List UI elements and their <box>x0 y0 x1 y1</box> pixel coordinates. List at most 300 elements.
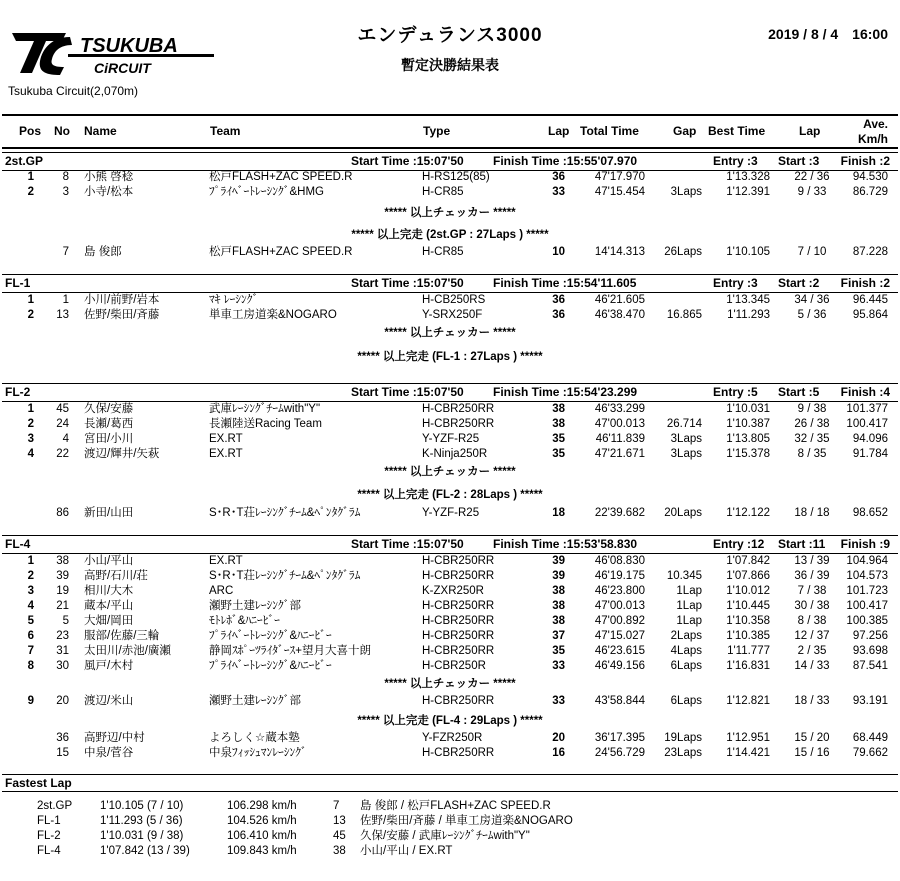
cell-gap: 1Lap <box>676 615 702 627</box>
cell-best: 1'07.842 <box>726 555 770 567</box>
cell-name: 宮田/小川 <box>84 433 134 445</box>
cell-type: K-ZXR250R <box>422 585 484 597</box>
cell-name: 渡辺/米山 <box>84 695 134 707</box>
cell-ave: 91.784 <box>852 448 888 460</box>
cell-best: 1'13.805 <box>726 433 770 445</box>
class-finish: Finish Time :15:53'58.830 <box>493 537 638 551</box>
cell-name: 小寺/松本 <box>84 186 134 198</box>
cell-type: H-RS125(85) <box>422 171 490 183</box>
cell-ave: 98.652 <box>852 507 888 519</box>
cell-total: 47'00.013 <box>594 418 645 430</box>
fastest-lap-row <box>0 799 900 813</box>
cell-lap2: 32 / 35 <box>794 433 830 445</box>
cell-team: 瀬野土建ﾚｰｼﾝｸﾞ部 <box>209 695 301 707</box>
fastest-speed: 109.843 km/h <box>227 845 297 857</box>
cell-pos: 2 <box>27 570 34 582</box>
cell-lap: 36 <box>552 309 565 321</box>
cell-lap2: 9 / 33 <box>797 186 827 198</box>
cell-best: 1'10.358 <box>726 615 770 627</box>
cell-total: 36'17.395 <box>594 732 645 744</box>
fastest-who: 小山/平山 / EX.RT <box>360 845 453 857</box>
cell-lap2: 2 / 35 <box>797 645 827 657</box>
fastest-no: 13 <box>333 815 346 827</box>
cell-lap: 38 <box>552 585 565 597</box>
column-header <box>2 114 898 149</box>
cell-no: 4 <box>62 433 69 445</box>
cell-name: 島 俊郎 <box>84 246 122 258</box>
cell-team: EX.RT <box>209 433 243 445</box>
fastest-cls: FL-4 <box>37 845 61 857</box>
cell-type: Y-FZR250R <box>422 732 483 744</box>
col-kmh: Km/h <box>858 132 888 146</box>
fastest-speed: 106.410 km/h <box>227 830 297 842</box>
cell-best: 1'10.105 <box>726 246 770 258</box>
cell-gap: 3Laps <box>670 186 702 198</box>
status-note: ***** 以上完走 (FL-4 : 29Laps ) ***** <box>357 715 543 727</box>
cell-best: 1'15.378 <box>726 448 770 460</box>
cell-team: 静岡ｽﾎﾟｰﾂﾗｲﾀﾞｰｽ+望月大喜十朗 <box>209 645 371 657</box>
class-header <box>2 274 898 293</box>
result-row <box>0 245 900 259</box>
cell-total: 46'08.830 <box>594 555 645 567</box>
cell-type: H-CBR250RR <box>422 555 495 567</box>
cell-lap: 35 <box>552 645 565 657</box>
fastest-no: 45 <box>333 830 346 842</box>
cell-type: Y-SRX250F <box>422 309 483 321</box>
class-name: FL-1 <box>5 276 31 290</box>
cell-team: EX.RT <box>209 448 243 460</box>
cell-type: H-CBR250RR <box>422 600 495 612</box>
cell-name: 相川/大木 <box>84 585 134 597</box>
cell-lap: 36 <box>552 171 565 183</box>
cell-ave: 100.417 <box>846 600 888 612</box>
result-row <box>0 554 900 568</box>
cell-lap: 10 <box>552 246 565 258</box>
cell-total: 46'21.605 <box>594 294 645 306</box>
cell-gap: 26Laps <box>664 246 702 258</box>
cell-ave: 94.096 <box>852 433 888 445</box>
logo-text: TSUKUBA <box>80 35 178 57</box>
cell-best: 1'11.777 <box>727 645 770 657</box>
cell-gap: 6Laps <box>670 695 702 707</box>
result-row <box>0 402 900 416</box>
cell-best: 1'13.328 <box>726 171 770 183</box>
result-row <box>0 308 900 322</box>
cell-gap: 1Lap <box>676 585 702 597</box>
col-pos: Pos <box>19 124 42 138</box>
cell-lap2: 30 / 38 <box>794 600 830 612</box>
page-title: エンデュランス3000 <box>357 25 543 46</box>
class-finishc: Finish :4 <box>840 385 890 399</box>
result-row <box>0 584 900 598</box>
col-name: Name <box>84 124 117 138</box>
cell-name: 佐野/柴田/斉藤 <box>84 309 160 321</box>
cell-team: 松戸FLASH+ZAC SPEED.R <box>209 171 353 183</box>
result-row <box>0 185 900 199</box>
cell-no: 36 <box>56 732 69 744</box>
cell-lap: 18 <box>552 507 565 519</box>
cell-lap2: 5 / 36 <box>797 309 827 321</box>
cell-name: 中泉/菅谷 <box>84 747 134 759</box>
cell-no: 45 <box>56 403 69 415</box>
cell-best: 1'12.122 <box>726 507 770 519</box>
cell-type: Y-YZF-R25 <box>422 507 480 519</box>
cell-lap2: 15 / 16 <box>794 747 830 759</box>
cell-no: 8 <box>62 171 69 183</box>
col-type: Type <box>423 124 451 138</box>
cell-type: H-CBR250RR <box>422 418 495 430</box>
result-row <box>0 569 900 583</box>
fastest-time: 1'07.842 (13 / 39) <box>100 845 190 857</box>
cell-lap: 20 <box>552 732 565 744</box>
cell-ave: 93.698 <box>852 645 888 657</box>
cell-no: 24 <box>56 418 69 430</box>
fastest-lap-row <box>0 844 900 858</box>
cell-type: Y-YZF-R25 <box>422 433 480 445</box>
cell-no: 22 <box>56 448 69 460</box>
cell-ave: 100.385 <box>846 615 888 627</box>
cell-best: 1'10.031 <box>726 403 770 415</box>
col-team: Team <box>210 124 241 138</box>
cell-total: 46'11.839 <box>595 433 645 445</box>
cell-lap2: 18 / 33 <box>794 695 830 707</box>
cell-no: 5 <box>62 615 69 627</box>
cell-best: 1'11.293 <box>727 309 770 321</box>
cell-total: 46'33.299 <box>594 403 645 415</box>
cell-name: 小川/前野/岩本 <box>84 294 160 306</box>
fastest-cls: FL-1 <box>37 815 61 827</box>
class-entry: Entry :3 <box>713 154 758 168</box>
cell-gap: 26.714 <box>666 418 702 430</box>
cell-gap: 20Laps <box>664 507 702 519</box>
cell-name: 大畑/岡田 <box>84 615 134 627</box>
cell-lap2: 18 / 18 <box>794 507 830 519</box>
cell-type: H-CBR250RR <box>422 570 495 582</box>
cell-type: H-CBR250RR <box>422 403 495 415</box>
cell-lap2: 8 / 35 <box>797 448 827 460</box>
result-row <box>0 293 900 307</box>
result-row <box>0 629 900 643</box>
cell-total: 47'00.013 <box>594 600 645 612</box>
cell-name: 小山/平山 <box>84 555 134 567</box>
cell-ave: 100.417 <box>846 418 888 430</box>
cell-total: 47'15.454 <box>594 186 645 198</box>
col-total-time: Total Time <box>580 124 639 138</box>
cell-type: H-CBR250RR <box>422 630 495 642</box>
cell-name: 新田/山田 <box>84 507 134 519</box>
class-finish: Finish Time :15:55'07.970 <box>493 154 638 168</box>
fastest-lap-row <box>0 814 900 828</box>
cell-ave: 96.445 <box>852 294 888 306</box>
fastest-cls: 2st.GP <box>37 800 73 812</box>
cell-type: H-CBR250RR <box>422 615 495 627</box>
cell-no: 13 <box>56 309 69 321</box>
class-entry: Entry :3 <box>713 276 758 290</box>
cell-pos: 4 <box>27 448 34 460</box>
cell-gap: 3Laps <box>670 448 702 460</box>
cell-lap2: 13 / 39 <box>794 555 830 567</box>
cell-team: 武庫ﾚｰｼﾝｸﾞﾁｰﾑwith"Y" <box>209 403 321 415</box>
cell-lap2: 9 / 38 <box>797 403 827 415</box>
cell-lap: 39 <box>552 570 565 582</box>
cell-no: 1 <box>62 294 69 306</box>
cell-ave: 87.541 <box>852 660 888 672</box>
cell-lap: 38 <box>552 403 565 415</box>
cell-no: 38 <box>56 555 69 567</box>
result-row <box>0 447 900 461</box>
cell-best: 1'16.831 <box>726 660 770 672</box>
cell-gap: 23Laps <box>664 747 702 759</box>
cell-no: 3 <box>62 186 69 198</box>
result-row <box>0 614 900 628</box>
cell-name: 服部/佐藤/三輪 <box>84 630 160 642</box>
class-start: Start Time :15:07'50 <box>351 154 464 168</box>
class-header <box>2 383 898 402</box>
cell-lap2: 7 / 10 <box>797 246 827 258</box>
cell-name: 風戸/木村 <box>84 660 134 672</box>
cell-name: 太田川/赤池/廣瀬 <box>84 645 171 657</box>
result-row <box>0 170 900 184</box>
cell-lap: 38 <box>552 418 565 430</box>
cell-pos: 3 <box>27 585 34 597</box>
cell-team: S･R･T荘ﾚｰｼﾝｸﾞﾁｰﾑ&ﾍﾟﾝﾀｸﾞﾗﾑ <box>209 507 361 519</box>
fastest-who: 佐野/柴田/斉藤 / 単車工房道楽&NOGARO <box>360 815 573 827</box>
logo-sub: CiRCUIT <box>94 60 151 76</box>
result-row <box>0 731 900 745</box>
fastest-who: 久保/安藤 / 武庫ﾚｰｼﾝｸﾞﾁｰﾑwith"Y" <box>360 830 530 842</box>
cell-pos: 1 <box>27 403 34 415</box>
cell-team: ﾌﾟﾗｲﾍﾞｰﾄﾚｰｼﾝｸﾞ&ﾊﾆｰﾋﾞｰ <box>209 630 332 642</box>
status-note: ***** 以上チェッカー ***** <box>384 466 516 478</box>
cell-name: 長瀬/葛西 <box>84 418 134 430</box>
cell-type: H-CBR250RR <box>422 695 495 707</box>
result-row <box>0 644 900 658</box>
cell-gap: 16.865 <box>666 309 702 321</box>
cell-no: 19 <box>56 585 69 597</box>
cell-team: S･R･T荘ﾚｰｼﾝｸﾞﾁｰﾑ&ﾍﾟﾝﾀｸﾞﾗﾑ <box>209 570 361 582</box>
cell-gap: 10.345 <box>666 570 702 582</box>
status-note: ***** 以上完走 (FL-2 : 28Laps ) ***** <box>357 489 543 501</box>
venue-label: Tsukuba Circuit(2,070m) <box>8 84 139 98</box>
cell-total: 46'38.470 <box>594 309 645 321</box>
cell-lap2: 36 / 39 <box>794 570 830 582</box>
cell-total: 46'23.615 <box>594 645 645 657</box>
col-ave: Ave. <box>863 117 888 131</box>
cell-pos: 2 <box>27 186 34 198</box>
result-row <box>0 746 900 760</box>
cell-type: H-CB250RS <box>422 294 486 306</box>
cell-lap2: 26 / 38 <box>794 418 830 430</box>
cell-no: 21 <box>56 600 69 612</box>
col-lap: Lap <box>548 124 570 138</box>
cell-no: 39 <box>56 570 69 582</box>
cell-type: H-CR85 <box>422 246 464 258</box>
cell-name: 久保/安藤 <box>84 403 134 415</box>
cell-team: 中泉ﾌｨｯｼｭﾏﾝﾚｰｼﾝｸﾞ <box>209 747 307 759</box>
fastest-speed: 104.526 km/h <box>227 815 297 827</box>
cell-total: 46'19.175 <box>594 570 645 582</box>
cell-gap: 6Laps <box>670 660 702 672</box>
cell-ave: 95.864 <box>852 309 888 321</box>
cell-gap: 2Laps <box>670 630 702 642</box>
cell-no: 15 <box>56 747 69 759</box>
cell-best: 1'14.421 <box>726 747 770 759</box>
cell-lap: 37 <box>552 630 565 642</box>
class-entry: Entry :5 <box>713 385 758 399</box>
cell-pos: 1 <box>27 555 34 567</box>
cell-ave: 97.256 <box>852 630 888 642</box>
class-startc: Start :2 <box>778 276 820 290</box>
cell-total: 46'49.156 <box>594 660 645 672</box>
class-finish: Finish Time :15:54'11.605 <box>493 276 637 290</box>
cell-ave: 68.449 <box>852 732 888 744</box>
cell-lap: 33 <box>552 660 565 672</box>
cell-total: 47'17.970 <box>594 171 645 183</box>
fastest-lap-header <box>2 774 898 792</box>
cell-total: 24'56.729 <box>594 747 645 759</box>
status-note: ***** 以上完走 (2st.GP : 27Laps ) ***** <box>351 229 549 241</box>
class-start: Start Time :15:07'50 <box>351 537 464 551</box>
page-subtitle: 暫定決勝結果表 <box>401 57 499 73</box>
cell-total: 47'21.671 <box>594 448 645 460</box>
cell-total: 22'39.682 <box>594 507 645 519</box>
cell-ave: 79.662 <box>852 747 888 759</box>
cell-team: ARC <box>209 585 234 597</box>
cell-pos: 7 <box>27 645 34 657</box>
cell-pos: 2 <box>27 418 34 430</box>
cell-lap2: 22 / 36 <box>794 171 830 183</box>
cell-team: ﾌﾟﾗｲﾍﾞｰﾄﾚｰｼﾝｸﾞ&ﾊﾆｰﾋﾞｰ <box>209 660 332 672</box>
cell-team: 瀬野土建ﾚｰｼﾝｸﾞ部 <box>209 600 301 612</box>
cell-total: 43'58.844 <box>594 695 645 707</box>
cell-ave: 104.964 <box>846 555 888 567</box>
cell-name: 渡辺/輝井/矢萩 <box>84 448 160 460</box>
class-name: FL-2 <box>5 385 31 399</box>
cell-no: 20 <box>56 695 69 707</box>
class-finish: Finish Time :15:54'23.299 <box>493 385 638 399</box>
cell-lap: 33 <box>552 186 565 198</box>
cell-ave: 101.723 <box>846 585 888 597</box>
cell-lap2: 7 / 38 <box>797 585 827 597</box>
cell-type: K-Ninja250R <box>422 448 488 460</box>
class-name: FL-4 <box>5 537 31 551</box>
cell-lap: 36 <box>552 294 565 306</box>
cell-pos: 1 <box>27 294 34 306</box>
cell-type: H-CBR250RR <box>422 645 495 657</box>
cell-best: 1'10.445 <box>726 600 770 612</box>
cell-lap2: 34 / 36 <box>794 294 830 306</box>
cell-team: ﾌﾟﾗｲﾍﾞｰﾄﾚｰｼﾝｸﾞ&HMG <box>209 186 324 198</box>
report-datetime: 2019 / 8 / 4 16:00 <box>768 26 888 42</box>
cell-type: H-CBR250R <box>422 660 486 672</box>
class-finishc: Finish :9 <box>840 537 890 551</box>
status-note: ***** 以上チェッカー ***** <box>384 678 516 690</box>
fastest-time: 1'10.031 (9 / 38) <box>100 830 184 842</box>
class-startc: Start :5 <box>778 385 820 399</box>
cell-lap2: 8 / 38 <box>797 615 827 627</box>
cell-team: 松戸FLASH+ZAC SPEED.R <box>209 246 353 258</box>
cell-gap: 1Lap <box>676 600 702 612</box>
result-row <box>0 694 900 708</box>
col-gap: Gap <box>673 124 697 138</box>
class-startc: Start :11 <box>778 537 826 551</box>
cell-name: 高野/石川/荘 <box>84 570 148 582</box>
cell-pos: 6 <box>27 630 34 642</box>
result-row <box>0 506 900 520</box>
result-row <box>0 432 900 446</box>
class-name: 2st.GP <box>5 154 44 168</box>
cell-lap: 16 <box>552 747 565 759</box>
cell-best: 1'13.345 <box>726 294 770 306</box>
cell-team: よろしく☆蔵本塾 <box>209 732 300 744</box>
cell-best: 1'12.391 <box>726 186 770 198</box>
cell-best: 1'10.385 <box>726 630 770 642</box>
cell-lap: 35 <box>552 448 565 460</box>
cell-lap: 33 <box>552 695 565 707</box>
class-start: Start Time :15:07'50 <box>351 385 464 399</box>
cell-team: EX.RT <box>209 555 243 567</box>
cell-pos: 9 <box>27 695 34 707</box>
cell-no: 23 <box>56 630 69 642</box>
cell-pos: 2 <box>27 309 34 321</box>
col-best-time: Best Time <box>708 124 766 138</box>
result-row <box>0 417 900 431</box>
fastest-no: 38 <box>333 845 346 857</box>
cell-lap: 35 <box>552 433 565 445</box>
fastest-cls: FL-2 <box>37 830 61 842</box>
cell-pos: 4 <box>27 600 34 612</box>
cell-type: H-CBR250RR <box>422 747 495 759</box>
cell-no: 86 <box>56 507 69 519</box>
cell-total: 47'15.027 <box>594 630 645 642</box>
cell-no: 7 <box>62 246 69 258</box>
class-finishc: Finish :2 <box>840 154 890 168</box>
cell-no: 31 <box>56 645 69 657</box>
class-entry: Entry :12 <box>713 537 765 551</box>
col-best-lap: Lap <box>799 124 821 138</box>
status-note: ***** 以上チェッカー ***** <box>384 207 516 219</box>
cell-ave: 101.377 <box>846 403 888 415</box>
cell-gap: 3Laps <box>670 433 702 445</box>
result-row <box>0 659 900 673</box>
cell-ave: 94.530 <box>852 171 888 183</box>
cell-name: 小熊 啓稔 <box>84 171 134 183</box>
cell-total: 14'14.313 <box>594 246 645 258</box>
cell-best: 1'12.821 <box>726 695 770 707</box>
cell-best: 1'12.951 <box>726 732 770 744</box>
cell-name: 高野辺/中村 <box>84 732 145 744</box>
fastest-lap-row <box>0 829 900 843</box>
cell-gap: 19Laps <box>664 732 702 744</box>
cell-gap: 4Laps <box>670 645 702 657</box>
class-start: Start Time :15:07'50 <box>351 276 464 290</box>
fastest-speed: 106.298 km/h <box>227 800 297 812</box>
cell-team: ﾓﾄﾚﾎﾞ&ﾊﾆｰﾋﾞｰ <box>209 615 280 627</box>
cell-lap: 38 <box>552 600 565 612</box>
cell-lap2: 15 / 20 <box>794 732 830 744</box>
cell-total: 47'00.892 <box>594 615 645 627</box>
cell-total: 46'23.800 <box>594 585 645 597</box>
cell-ave: 86.729 <box>852 186 888 198</box>
col-no: No <box>54 124 70 138</box>
cell-ave: 87.228 <box>852 246 888 258</box>
class-finishc: Finish :2 <box>840 276 890 290</box>
cell-best: 1'07.866 <box>726 570 770 582</box>
cell-ave: 104.573 <box>846 570 888 582</box>
status-note: ***** 以上完走 (FL-1 : 27Laps ) ***** <box>357 351 543 363</box>
cell-lap: 38 <box>552 615 565 627</box>
cell-pos: 8 <box>27 660 34 672</box>
